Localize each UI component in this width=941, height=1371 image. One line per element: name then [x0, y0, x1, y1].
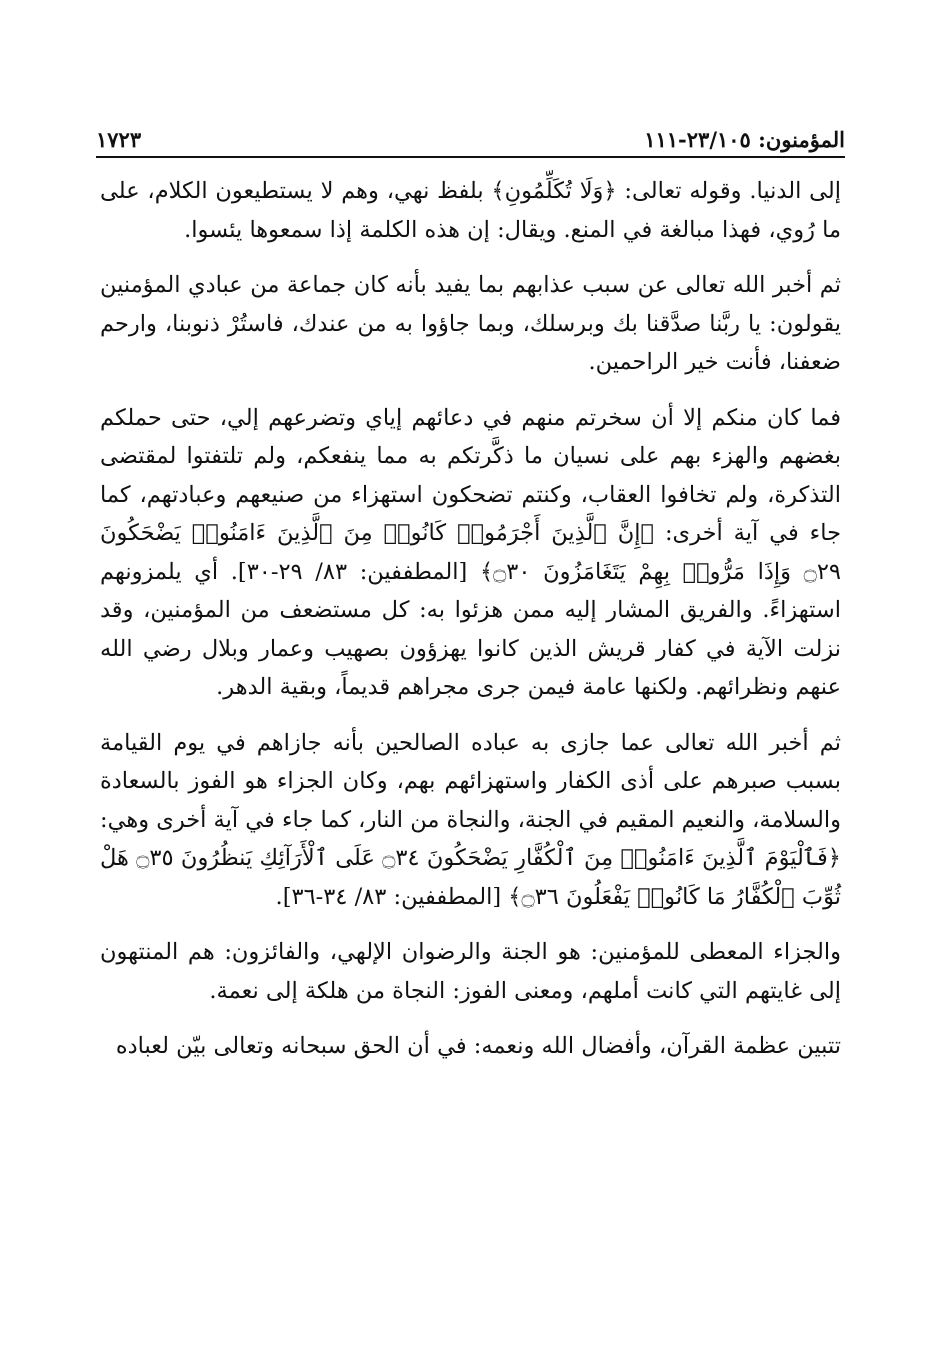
page-header	[96, 118, 845, 158]
paragraph: ثم أخبر الله تعالى عما جازى به عباده الصالحين بأنه جازاهم في يوم القيامة بسبب صبرهم على أذى الكفار واستهزائهم بهم، وكان الجزاء هو الفوز بالسعادة والسلامة، والنعيم المقيم في الجنة، والنجاة من النار، كما جاء في آية أخرى وهي: ﴿فَٱلْيَوْمَ ٱلَّذِينَ ءَامَنُوا۟ مِنَ ٱلْكُفَّارِ يَضْحَكُونَ ۝٣٤ عَلَى ٱلْأَرَآئِكِ يَنظُرُونَ ۝٣٥ هَلْ ثُوِّبَ ٱلْكُفَّارُ مَا كَانُوا۟ يَفْعَلُونَ ۝٣٦﴾ [المطففين: ٨٣/ ٣٤-٣٦].	[100, 729, 841, 910]
paragraph: تتبين عظمة القرآن، وأفضال الله ونعمه: في أن الحق سبحانه وتعالى بيّن لعباده	[115, 1033, 841, 1059]
paragraph: فما كان منكم إلا أن سخرتم منهم في دعائهم إياي وتضرعهم إلي، حتى حملكم بغضهم والهزء بهم على نسيان ما ذكَّرتكم به مما ينفعكم، ولم تلتفتوا لمقتضى التذكرة، ولم تخافوا العقاب، وكنتم تضحكون استهزاء من صنيعهم وعبادتهم، كما جاء في آية أخرى: ﴿إِنَّ ٱلَّذِينَ أَجْرَمُوا۟ كَانُوا۟ مِنَ ٱلَّذِينَ ءَامَنُوا۟ يَضْحَكُونَ ۝٢٩ وَإِذَا مَرُّوا۟ بِهِمْ يَتَغَامَزُونَ ۝٣٠﴾ [المطففين: ٨٣/ ٢٩-٣٠]. أي يلمزونهم استهزاءً. والفريق المشار إليه ممن هزئوا به: كل مستضعف من المؤمنين، وقد نزلت الآية في كفار قريش الذين كانوا يهزؤون بصهيب وعمار وبلال رضي الله عنهم ونظرائهم. ولكنها عامة فيمن جرى مجراهم قديماً، وبقية الدهر.	[100, 404, 841, 700]
page-number: ١٧٢٣	[96, 127, 142, 152]
paragraph: إلى الدنيا. وقوله تعالى: ﴿وَلَا تُكَلِّمُونِ﴾ بلفظ نهي، وهم لا يستطيعون الكلام، على ما رُوي، فهذا مبالغة في المنع. ويقال: إن هذه الكلمة إذا سمعوها يئسوا.	[100, 178, 841, 243]
paragraph: والجزاء المعطى للمؤمنين: هو الجنة والرضوان الإلهي، والفائزون: هم المنتهون إلى غايتهم التي كانت أملهم، ومعنى الفوز: النجاة من هلكة إلى نعمة.	[100, 939, 841, 1004]
paragraph: ثم أخبر الله تعالى عن سبب عذابهم بما يفيد بأنه كان جماعة من عبادي المؤمنين يقولون: يا ربَّنا صدَّقنا بك وبرسلك، وبما جاؤوا به من عندك، فاستُرْ ذنوبنا، وارحم ضعفنا، فأنت خير الراحمين.	[100, 272, 841, 375]
surah-reference: المؤمنون: ٢٣/١٠٥-١١١	[644, 127, 845, 152]
body-text	[100, 172, 841, 1083]
